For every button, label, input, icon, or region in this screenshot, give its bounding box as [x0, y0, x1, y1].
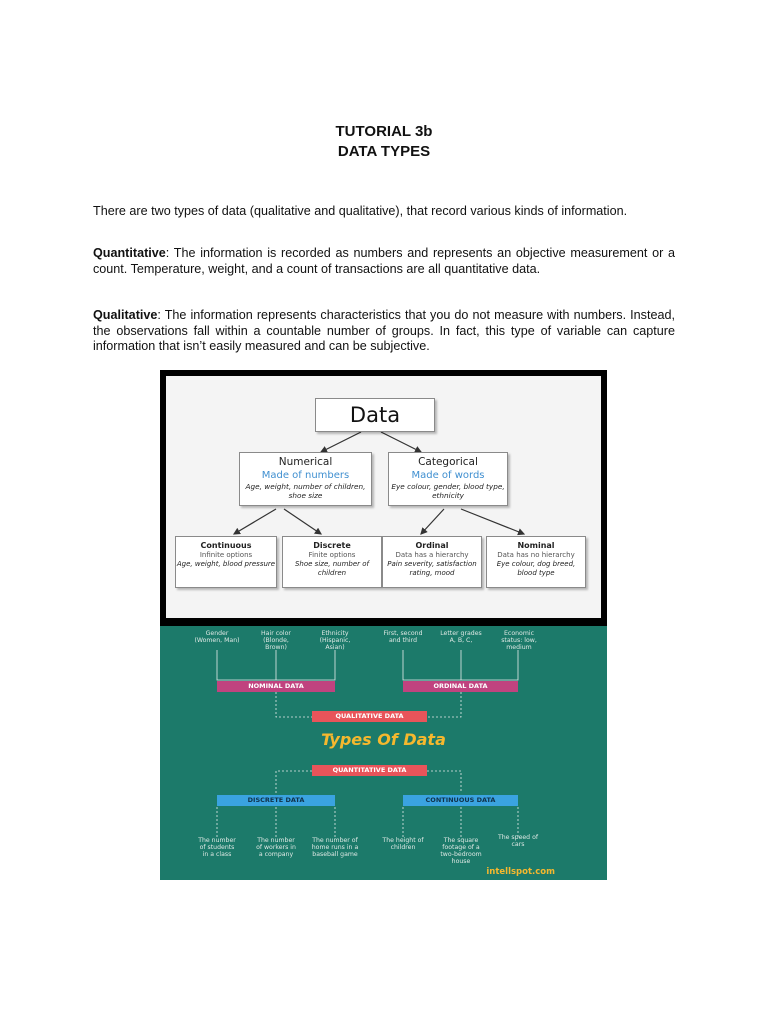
nominal-data-bar: NOMINAL DATA	[217, 681, 335, 692]
quantitative-paragraph	[93, 246, 675, 277]
intro-paragraph: There are two types of data (qualitative and qualitative), that record various kinds of information.	[93, 204, 628, 218]
example-economic-status: Economic status: low, medium	[501, 630, 537, 651]
discrete-subtitle: Finite options	[308, 551, 356, 559]
continuous-data-bar: CONTINUOUS DATA	[403, 795, 518, 806]
discrete-data-bar: DISCRETE DATA	[217, 795, 335, 806]
ordinal-data-bar: ORDINAL DATA	[403, 681, 518, 692]
types-of-data-infographic	[160, 626, 607, 880]
continuous-title: Continuous	[200, 541, 252, 550]
qualitative-paragraph	[93, 308, 675, 355]
continuous-subtitle: Infinite options	[199, 551, 253, 559]
qualitative-text: : The information represents characteristics that you do not measure with numbers. Instead, the observations fall within a countable number of groups. In fact, this type of variable can capture information that isn’t easily measured and can be subjective.	[93, 308, 675, 353]
example-home-runs: The number of home runs in a baseball game	[311, 837, 359, 858]
example-letter-grades: Letter grades A, B, C,	[440, 630, 482, 644]
intellspot-brand: intellspot.com	[486, 867, 555, 877]
ordinal-title: Ordinal	[415, 541, 449, 550]
example-square-footage: The square footage of a two-bedroom house	[440, 837, 482, 865]
quantitative-term: Quantitative	[93, 246, 166, 260]
categorical-description: Eye colour, gender, blood type, ethnicity	[391, 482, 505, 500]
nominal-subtitle: Data has no hierarchy	[497, 551, 575, 559]
numerical-description: Age, weight, number of children, shoe size	[245, 482, 366, 500]
data-hierarchy-canvas	[166, 376, 601, 618]
example-gender: Gender (Women, Man)	[194, 630, 240, 644]
example-height: The height of children	[382, 837, 424, 851]
ordinal-subtitle: Data has a hierarchy	[395, 551, 469, 559]
discrete-box	[282, 536, 382, 588]
example-speed: The speed of cars	[497, 834, 539, 848]
discrete-description: Shoe size, number of children	[294, 560, 369, 577]
example-rank: First, second and third	[383, 630, 423, 644]
numerical-box	[239, 452, 372, 506]
numerical-title: Numerical	[278, 456, 333, 468]
ordinal-box	[382, 536, 482, 588]
data-hierarchy-figure	[160, 370, 607, 626]
quantitative-data-bar: QUANTITATIVE DATA	[312, 765, 427, 776]
title-line-1: TUTORIAL 3b	[335, 123, 433, 140]
example-students: The number of students in a class	[198, 837, 236, 858]
title-line-2: DATA TYPES	[337, 143, 431, 160]
example-workers: The number of workers in a company	[256, 837, 296, 858]
qualitative-term: Qualitative	[93, 308, 158, 322]
example-ethnicity: Ethnicity (Hispanic, Asian)	[319, 630, 351, 651]
qualitative-data-bar: QUALITATIVE DATA	[312, 711, 427, 722]
categorical-title: Categorical	[418, 456, 478, 468]
continuous-description: Age, weight, blood pressure	[176, 560, 276, 568]
types-of-data-title: Types Of Data	[321, 730, 446, 749]
data-root-box	[315, 398, 435, 432]
nominal-title: Nominal	[517, 541, 555, 550]
numerical-subtitle: Made of numbers	[261, 470, 350, 481]
example-hair-color: Hair color (Blonde, Brown)	[261, 630, 291, 651]
data-root-label: Data	[349, 403, 401, 427]
discrete-title: Discrete	[313, 541, 351, 550]
nominal-box	[486, 536, 586, 588]
continuous-box	[175, 536, 277, 588]
quantitative-text: : The information is recorded as numbers and represents an objective measurement or a count. Temperature, weight, and a count of transactions are all quantitative data.	[93, 246, 675, 276]
nominal-description: Eye colour, dog breed, blood type	[496, 560, 576, 577]
categorical-box	[388, 452, 508, 506]
document-title	[0, 122, 768, 162]
categorical-subtitle: Made of words	[411, 470, 485, 481]
ordinal-description: Pain severity, satisfaction rating, mood	[387, 560, 477, 577]
